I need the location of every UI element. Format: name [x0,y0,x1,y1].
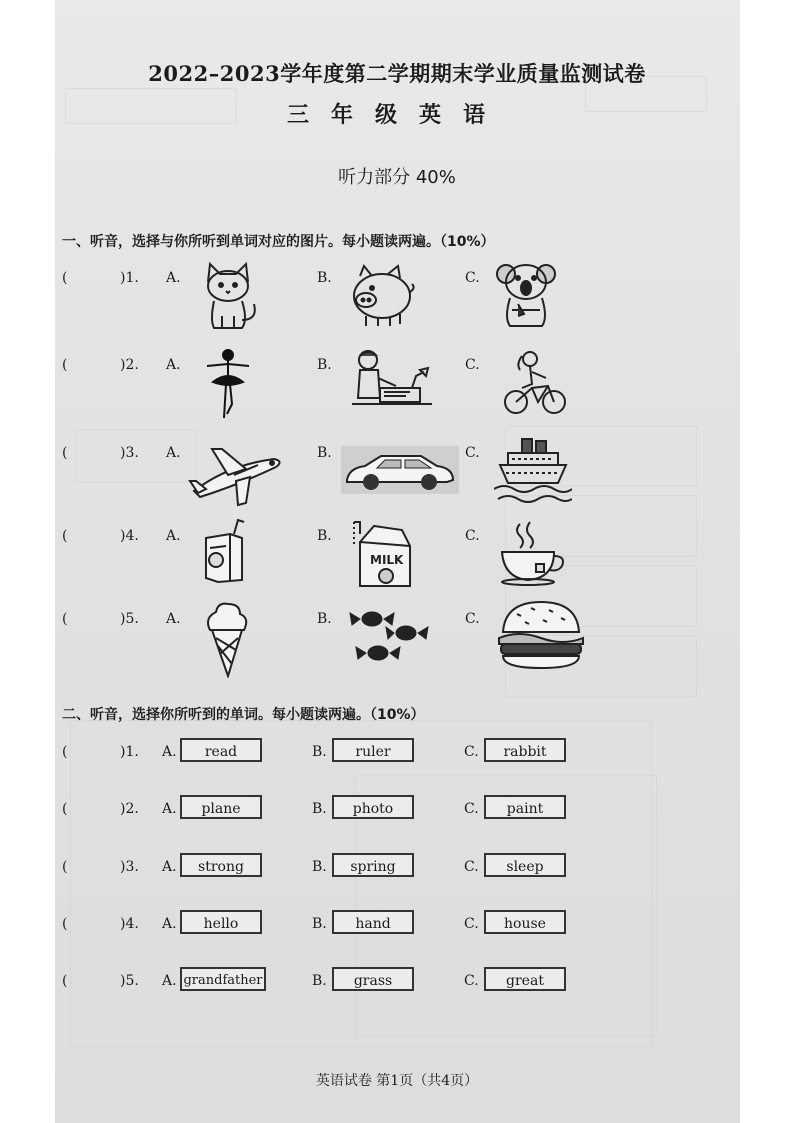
option-a-label: A. [166,270,181,286]
option-b-label: B. [312,973,327,989]
answer-blank[interactable]: ( [62,528,68,544]
word-option-a[interactable]: read [180,738,262,762]
listening-heading: 听力部分 40% [338,167,456,188]
s2-question-2 [62,801,702,821]
s2-question-3 [62,859,702,879]
option-a-label: A. [166,528,181,544]
option-c-label: C. [464,859,479,875]
exam-title: 2022–2023学年度第二学期期末学业质量监测试卷 [148,61,646,86]
option-a-label: A. [162,916,177,932]
section2-heading: 二、听音，选择你所听到的单词。每小题读两遍。（10%） [62,707,425,723]
option-b-label: B. [312,801,327,817]
ballerina-icon [203,348,253,420]
word-option-b[interactable]: spring [332,853,414,877]
word-option-b[interactable]: photo [332,795,414,819]
answer-blank[interactable]: ( [62,973,68,989]
word-option-c[interactable]: house [484,910,566,934]
option-a-label: A. [166,445,181,461]
exam-subtitle: 三年级英语 [286,102,507,128]
option-c-label: C. [464,801,479,817]
option-c-label: C. [465,611,480,627]
option-b-label: B. [312,916,327,932]
option-a-label: A. [162,744,177,760]
word-option-a[interactable]: grandfather [180,967,266,991]
tea-cup-icon [496,520,568,586]
word-option-c[interactable]: paint [484,795,566,819]
juice-box-icon [200,518,248,584]
svg-text:MILK: MILK [370,553,404,567]
option-b-label: B. [312,859,327,875]
pig-icon [344,262,416,328]
question-number: )5. [120,611,139,627]
hamburger-icon [497,598,585,672]
option-b-label: B. [312,744,327,760]
word-option-b[interactable]: ruler [332,738,414,762]
option-c-label: C. [464,973,479,989]
option-b-label: B. [317,357,332,373]
word-option-a[interactable]: plane [180,795,262,819]
milk-carton-icon [346,520,416,590]
girl-cycling-icon [504,350,566,416]
option-a-label: A. [166,357,181,373]
ice-cream-icon [202,600,252,678]
question-number: )5. [120,973,139,989]
ship-icon [494,433,572,509]
plane-icon [188,445,284,507]
section1-heading: 一、听音，选择与你所听到单词对应的图片。每小题读两遍。（10%） [62,234,495,250]
answer-blank[interactable]: ( [62,801,68,817]
option-c-label: C. [465,445,480,461]
word-option-b[interactable]: grass [332,967,414,991]
option-b-label: B. [317,611,332,627]
question-number: )3. [120,445,139,461]
boy-painting-icon [350,348,434,414]
page-footer: 英语试卷 第1页（共4页） [315,1073,479,1089]
question-number: )2. [120,357,139,373]
question-number: )2. [120,801,139,817]
word-option-b[interactable]: hand [332,910,414,934]
candy-icon [346,603,430,669]
question-number: )4. [120,528,139,544]
question-number: )3. [120,859,139,875]
answer-blank[interactable]: ( [62,445,68,461]
s2-question-4 [62,916,702,936]
option-c-label: C. [464,916,479,932]
option-a-label: A. [162,801,177,817]
s2-question-5 [62,973,702,993]
answer-blank[interactable]: ( [62,357,68,373]
car-icon [341,446,459,494]
word-option-a[interactable]: strong [180,853,262,877]
option-c-label: C. [465,270,480,286]
s2-question-1 [62,744,702,764]
answer-blank[interactable]: ( [62,916,68,932]
option-a-label: A. [166,611,181,627]
question-number: )1. [120,744,139,760]
answer-blank[interactable]: ( [62,859,68,875]
option-c-label: C. [465,528,480,544]
answer-blank[interactable]: ( [62,611,68,627]
option-c-label: C. [464,744,479,760]
word-option-a[interactable]: hello [180,910,262,934]
option-b-label: B. [317,528,332,544]
question-number: )1. [120,270,139,286]
question-number: )4. [120,916,139,932]
answer-blank[interactable]: ( [62,744,68,760]
option-a-label: A. [162,973,177,989]
word-option-c[interactable]: great [484,967,566,991]
koala-icon [496,258,556,330]
cat-icon [196,260,260,332]
option-b-label: B. [317,270,332,286]
answer-blank[interactable]: ( [62,270,68,286]
option-b-label: B. [317,445,332,461]
word-option-c[interactable]: rabbit [484,738,566,762]
word-option-c[interactable]: sleep [484,853,566,877]
option-a-label: A. [162,859,177,875]
option-c-label: C. [465,357,480,373]
